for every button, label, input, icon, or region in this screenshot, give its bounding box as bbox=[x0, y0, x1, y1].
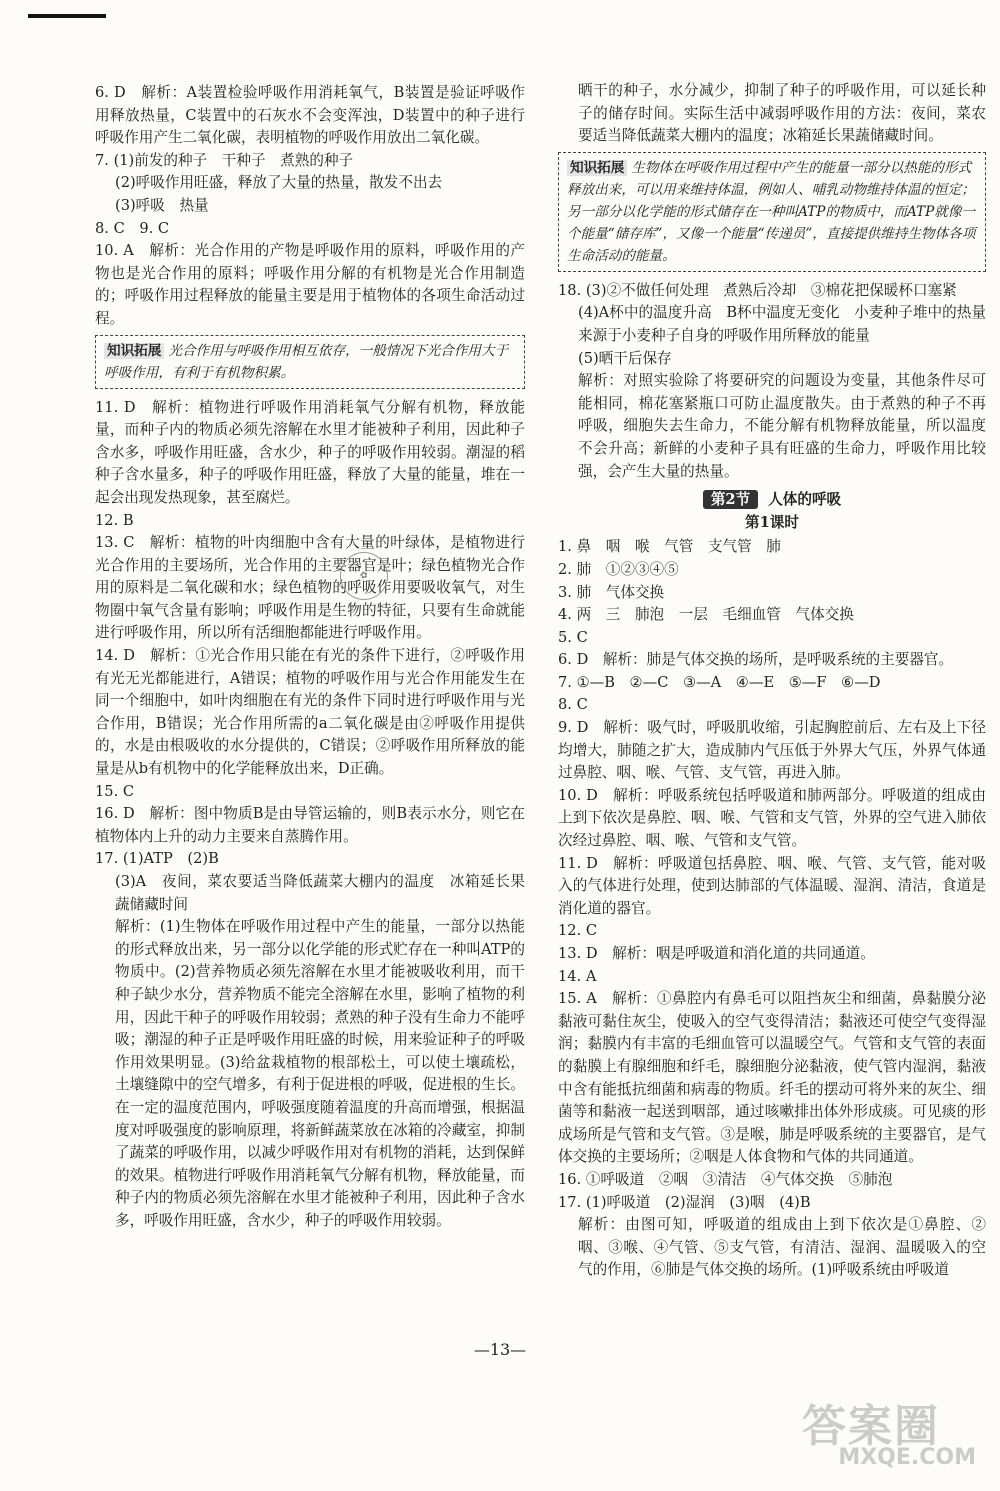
knowledge-box bbox=[95, 335, 525, 389]
left-column bbox=[95, 82, 525, 1233]
answer-paragraph: 10. D 解析：呼吸系统包括呼吸道和肺两部分。呼吸道的组成由上到下依次是鼻腔、咽、喉、气管和支气管，外界的空气进入肺依次经过鼻腔、咽、喉、气管和支气管。 bbox=[558, 786, 986, 850]
section-badge: 第2节 bbox=[703, 490, 758, 509]
right-column bbox=[558, 80, 986, 1282]
answer-paragraph: (3)A 夜间，菜农要适当降低蔬菜大棚内的温度 冰箱延长果蔬储藏时间 bbox=[115, 873, 525, 913]
answer-paragraph: 11. D 解析：植物进行呼吸作用消耗氧气分解有机物，释放能量，而种子内的物质必须先溶解在水里才能被种子利用，因此种子含水多，呼吸作用旺盛，含水少，种子的呼吸作用较弱。潮湿的稻种子含水量多，种子的呼吸作用旺盛，释放了大量的能量，堆在一起会出现发热现象，甚至腐烂。 bbox=[95, 398, 525, 506]
answer-paragraph: (3)呼吸 热量 bbox=[115, 196, 209, 214]
answer-paragraph: (2)呼吸作用旺盛，释放了大量的热量，散发不出去 bbox=[115, 174, 443, 192]
answer-paragraph: 8. C 9. C bbox=[95, 219, 170, 237]
knowledge-box-tag: 知识拓展 bbox=[567, 160, 627, 176]
answer-paragraph: 15. C bbox=[95, 782, 135, 800]
answer-paragraph: 12. B bbox=[95, 511, 134, 529]
answer-paragraph: 18. (3)②不做任何处理 煮熟后冷却 ③棉花把保暖杯口塞紧 bbox=[558, 281, 957, 299]
answer-paragraph: 12. C bbox=[558, 922, 598, 940]
answer-paragraph: 10. A 解析：光合作用的产物是呼吸作用的原料，呼吸作用的产物也是光合作用的原料；呼吸作用分解的有机物是光合作用制造的；呼吸作用过程释放的能量主要是用于植物体的各项生命活动过程。 bbox=[95, 242, 525, 327]
top-rule bbox=[28, 14, 106, 18]
answer-paragraph: 4. 两 三 肺泡 一层 毛细血管 气体交换 bbox=[558, 606, 854, 624]
answer-paragraph: 16. ①呼吸道 ②咽 ③清洁 ④气体交换 ⑤肺泡 bbox=[558, 1170, 893, 1188]
answer-paragraph: 解析：对照实验除了将要研究的问题设为变量，其他条件尽可能相同，棉花塞紧瓶口可防止温度散失。由于煮熟的种子不再呼吸，细胞失去生命力，不能分解有机物释放能量，所以温度不会升高；新鲜的小麦种子具有旺盛的生命力，呼吸作用比较强，会产生大量的热量。 bbox=[578, 372, 986, 480]
answer-paragraph: 7. ①—B ②—C ③—A ④—E ⑤—F ⑥—D bbox=[558, 673, 881, 691]
answer-paragraph: 解析：由图可知，呼吸道的组成由上到下依次是①鼻腔、②咽、③喉、④气管、⑤支气管，有清洁、湿润、温暖吸入的空气的作用，⑥肺是气体交换的场所。(1)呼吸系统由呼吸道 bbox=[578, 1216, 986, 1279]
watermark-logo: 答案圈 bbox=[802, 1401, 940, 1452]
watermark-url: MXQE.COM bbox=[838, 1445, 976, 1470]
answer-paragraph: 13. D 解析：咽是呼吸道和消化道的共同通道。 bbox=[558, 945, 875, 962]
answer-paragraph: 15. A 解析：①鼻腔内有鼻毛可以阻挡灰尘和细菌，鼻黏膜分泌黏液可黏住灰尘，使吸入的空气变得清洁；黏液还可使空气变得湿润；黏膜内有丰富的毛细血管可以温暖空气。气管和支气管的表面的黏膜上有腺细胞和纤毛，腺细胞分泌黏液，使气管内湿润，黏液中含有能抵抗细菌和病毒的物质。纤毛的摆动可将外来的灰尘、细菌等和黏液一起送到咽部，通过咳嗽排出体外形成痰。可见痰的形成场所是气管和支气管。③是喉，肺是呼吸系统的主要器官，是气体交换的主要场所；②咽是人体食物和气体的共同通道。 bbox=[558, 990, 986, 1166]
knowledge-box bbox=[558, 152, 986, 272]
answer-paragraph: 14. D 解析：①光合作用只能在有光的条件下进行，②呼吸作用有光无光都能进行，A错误；植物的呼吸作用与光合作用能发生在同一个细胞中，如叶肉细胞在有光的条件下同时进行呼吸作用与光合作用，B错误；光合作用所需的a二氧化碳是由②呼吸作用提供的，水是由根吸收的水分提供的，C错误；②呼吸作用所释放的能量是从b有机物中的化学能释放出来，D正确。 bbox=[95, 647, 525, 778]
answer-paragraph: 17. (1)呼吸道 (2)湿润 (3)咽 (4)B bbox=[558, 1193, 811, 1211]
answer-paragraph: 解析：(1)生物体在呼吸作用过程中产生的能量，一部分以热能的形式释放出来，另一部分以化学能的形式贮存在一种叫ATP的物质中。(2)营养物质必须先溶解在水里才能被吸收利用，而干种子缺少水分，营养物质不能完全溶解在水里，影响了植物的利用，因此干种子的呼吸作用较弱；煮熟的种子没有生命力不能呼吸；潮湿的种子正是呼吸作用旺盛的时候，用来验证种子的呼吸作用效果明显。(3)给盆栽植物的根部松土，可以使土壤疏松，土壤缝隙中的空气增多，有利于促进根的呼吸，促进根的生长。在一定的温度范围内，呼吸强度随着温度的升高而增强，根据温度对呼吸强度的影响原理，将新鲜蔬菜放在冰箱的冷藏室，抑制了蔬菜的呼吸作用，以减少呼吸作用对有机物的消耗，达到保鲜的效果。植物进行呼吸作用消耗氧气分解有机物，释放能量，而种子内的物质必须先溶解在水里才能被种子利用，因此种子含水多，呼吸作用旺盛，含水少，种子的呼吸作用较弱。 bbox=[115, 918, 525, 1229]
seal-stamp-image: ✿ bbox=[336, 548, 393, 605]
answer-paragraph: 13. C 解析：植物的叶肉细胞中含有大量的叶绿体，是植物进行光合作用的主要场所，光合作用的主要器官是叶；绿色植物光合作用的原料是二氧化碳和水；绿色植物的呼吸作用要吸收氧气，对生物圈中氧气含量有影响；呼吸作用是生物的特征，只要有生命就能进行呼吸作用，所以所有活细胞都能进行呼吸作用。 bbox=[95, 534, 525, 642]
answer-paragraph: (4)A杯中的温度升高 B杯中温度无变化 小麦种子堆中的热量来源于小麦种子自身的呼吸作用所释放的能量 bbox=[578, 304, 986, 344]
answer-paragraph: 9. D 解析：吸气时，呼吸肌收缩，引起胸腔前后、左右及上下径均增大，肺随之扩大，造成肺内气压低于外界大气压，外界气体通过鼻腔、咽、喉、气管、支气管，再进入肺。 bbox=[558, 719, 986, 782]
lesson-heading: 第1课时 bbox=[745, 513, 799, 531]
page-number: —13— bbox=[473, 1340, 527, 1359]
section-heading bbox=[558, 489, 986, 512]
knowledge-box-text: 光合作用与呼吸作用相互依存，一般情况下光合作用大于呼吸作用，有利于有机物积累。 bbox=[104, 342, 509, 381]
answer-paragraph: 3. 肺 气体交换 bbox=[558, 583, 665, 601]
answer-paragraph: 晒干的种子，水分减少，抑制了种子的呼吸作用，可以延长种子的储存时间。实际生活中减弱呼吸作用的方法：夜间，菜农要适当降低蔬菜大棚内的温度；冰箱延长果蔬储藏时间。 bbox=[578, 82, 986, 145]
answer-paragraph: 17. (1)ATP (2)B bbox=[95, 850, 219, 868]
answer-paragraph: 6. D 解析：A装置检验呼吸作用消耗氧气，B装置是验证呼吸作用释放热量，C装置中的石灰水不会变浑浊，D装置中的种子进行呼吸作用产生二氧化碳，表明植物的呼吸作用放出二氧化碳。 bbox=[95, 84, 525, 147]
knowledge-box-tag: 知识拓展 bbox=[104, 343, 164, 359]
answer-paragraph: 14. A bbox=[558, 967, 597, 985]
answer-paragraph: 16. D 解析：图中物质B是由导管运输的，则B表示水分，则它在植物体内上升的动力主要来自蒸腾作用。 bbox=[95, 805, 525, 845]
answer-paragraph: 6. D 解析：肺是气体交换的场所，是呼吸系统的主要器官。 bbox=[558, 651, 954, 669]
answer-paragraph: 5. C bbox=[558, 628, 588, 646]
answer-paragraph: (5)晒干后保存 bbox=[578, 349, 672, 367]
answer-paragraph: 7. (1)前发的种子 干种子 煮熟的种子 bbox=[95, 151, 354, 169]
answer-paragraph: 8. C bbox=[558, 696, 588, 714]
knowledge-box-text: 生物体在呼吸作用过程中产生的能量一部分以热能的形式释放出来，可以用来维持体温，例如人、哺乳动物维持体温的恒定；另一部分以化学能的形式储存在一种叫ATP的物质中，而ATP就像一个能量“储存库”，又像一个能量“传递员”，直接提供维持生物体各项生命活动的能量。 bbox=[567, 159, 976, 264]
answer-paragraph: 11. D 解析：呼吸道包括鼻腔、咽、喉、气管、支气管，能对吸入的气体进行处理，使到达肺部的气体温暖、湿润、清洁，食道是消化道的器官。 bbox=[558, 854, 986, 917]
answer-paragraph: 1. 鼻 咽 喉 气管 支气管 肺 bbox=[558, 538, 781, 556]
section-title: 人体的呼吸 bbox=[768, 491, 842, 509]
answer-paragraph: 2. 肺 ①②③④⑤ bbox=[558, 560, 679, 578]
